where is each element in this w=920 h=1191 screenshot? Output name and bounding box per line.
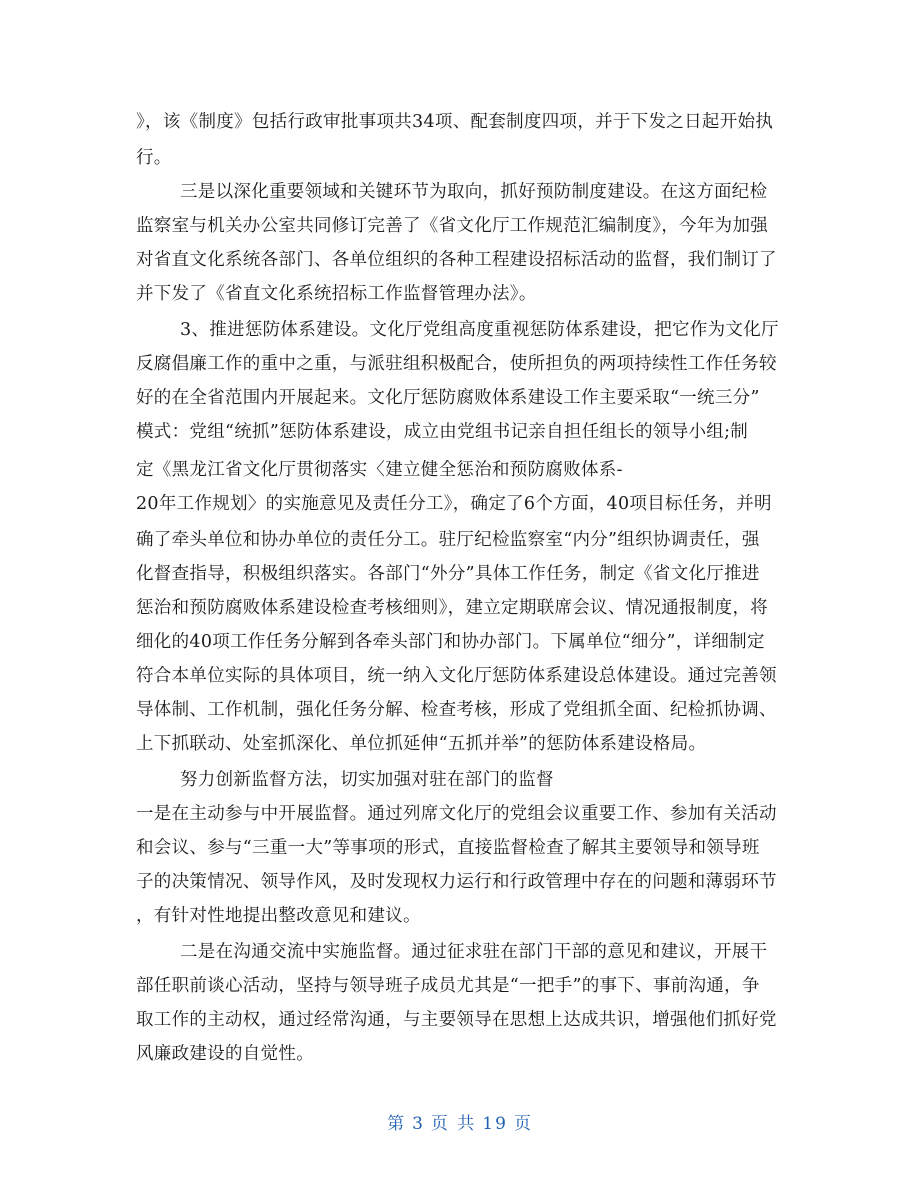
page-suffix: 页 [513,1114,533,1134]
text-line: 子的决策情况、领导作风，及时发现权力运行和行政管理中存在的问题和薄弱环节 [136,872,777,892]
paragraph-first-line: 3、推进惩防体系建设。文化厅党组高度重视惩防体系建设，把它作为文化厅 [180,320,779,340]
paragraph-first-line: 三是以深化重要领域和关键环节为取向，抓好预防制度建设。在这方面纪检 [180,182,768,202]
text-line: 取工作的主动权，通过经常沟通，与主要领导在思想上达成共识，增强他们抓好党 [136,1010,777,1030]
text-line: ，有针对性地提出整改意见和建议。 [136,906,421,926]
text-line: 监察室与机关办公室共同修订完善了《省文化厅工作规范汇编制度》，今年为加强 [136,216,769,236]
text-line: 20年工作规划〉的实施意见及责任分工》，确定了6个方面，40项目标任务，并明 [136,494,772,514]
text-line: 定《黑龙江省文化厅贯彻落实〈建立健全惩治和预防腐败体系- [136,460,623,480]
text-line: 风廉政建设的自觉性。 [136,1044,314,1064]
text-line: 惩治和预防腐败体系建设检查考核细则》，建立定期联席会议、情况通报制度，将 [136,598,769,618]
text-line: 》，该《制度》包括行政审批事项共34项、配套制度四项，并于下发之日起开始执 [136,112,774,132]
text-line: 部任职前谈心活动，坚持与领导班子成员尤其是“一把手”的事下、事前沟通，争 [136,976,760,996]
total-pages: 19 [482,1114,508,1134]
paragraph-first-line: 二是在沟通交流中实施监督。通过征求驻在部门干部的意见和建议，开展干 [180,942,768,962]
text-line: 符合本单位实际的具体项目，统一纳入文化厅惩防体系建设总体建设。通过完善领 [136,666,777,686]
text-line: 模式：党组“统抓”惩防体系建设，成立由党组书记亲自担任组长的领导小组;制 [136,422,749,442]
page-middle: 页 共 [430,1114,477,1134]
page-footer [0,1112,920,1136]
text-line: 并下发了《省直文化系统招标工作监督管理办法》。 [136,284,537,304]
text-line: 和会议、参与“三重一大”等事项的形式，直接监督检查了解其主要领导和领导班 [136,838,760,858]
text-line: 化督查指导，积极组织落实。各部门“外分”具体工作任务，制定《省文化厅推进 [136,564,760,584]
text-line: 细化的40项工作任务分解到各牵头部门和协办部门。下属单位“细分”，详细制定 [136,632,765,652]
page-prefix: 第 [387,1114,407,1134]
text-line: 反腐倡廉工作的重中之重，与派驻组积极配合，使所担负的两项持续性工作任务较 [136,354,777,374]
page-number: 3 [412,1114,425,1134]
section-heading: 努力创新监督方法，切实加强对驻在部门的监督 [180,770,554,790]
text-line: 行。 [136,148,172,168]
text-line: 确了牵头单位和协办单位的责任分工。驻厅纪检监察室“内分”组织协调责任，强 [136,530,760,550]
text-line: 导体制、工作机制，强化任务分解、检查考核，形成了党组抓全面、纪检抓协调、 [136,700,777,720]
text-line: 对省直文化系统各部门、各单位组织的各种工程建设招标活动的监督，我们制订了 [136,250,777,270]
text-line: 好的在全省范围内开展起来。文化厅惩防腐败体系建设工作主要采取“一统三分” [136,388,760,408]
text-line: 一是在主动参与中开展监督。通过列席文化厅的党组会议重要工作、参加有关活动 [136,804,777,824]
text-line: 上下抓联动、处室抓深化、单位抓延伸“五抓并举”的惩防体系建设格局。 [136,734,707,754]
